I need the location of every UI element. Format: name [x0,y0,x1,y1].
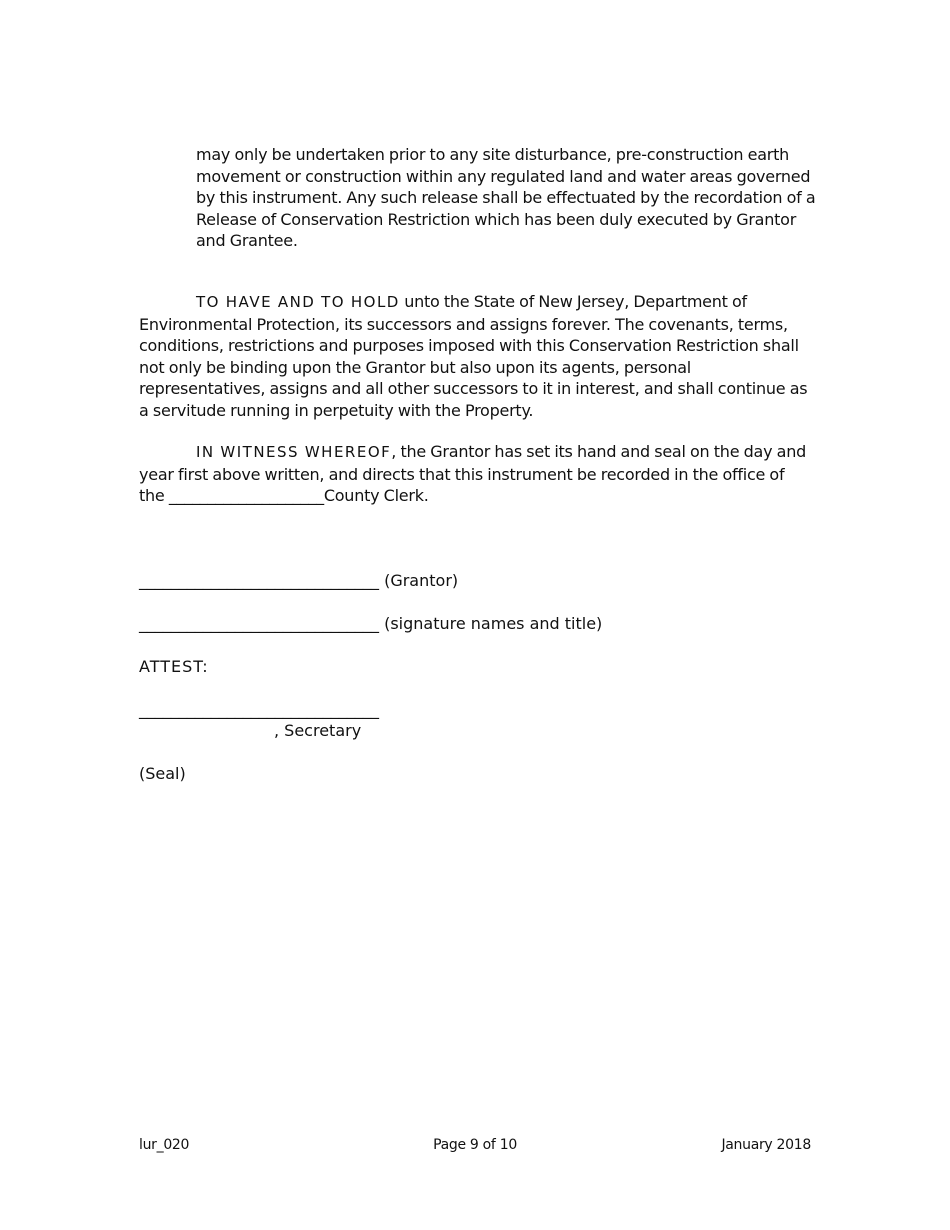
footer-date: January 2018 [721,1137,811,1153]
signature-names-line: ______________________________ (signature names and title) [139,614,603,633]
secretary-label: , Secretary [274,721,362,740]
witness-text: , the Grantor has set its hand and seal on the day and year first above written, and directs that this instrument be recorded in the office of the ____________________County Clerk. [139,442,806,505]
habendum-lead: TO HAVE AND TO HOLD [196,293,400,311]
footer-page-number: Page 9 of 10 [433,1137,517,1153]
seal-label: (Seal) [139,764,186,783]
witness-lead: IN WITNESS WHEREOF [196,443,392,461]
witness-paragraph [139,441,814,507]
grantor-signature-line: ______________________________ (Grantor) [139,571,459,590]
continuation-paragraph: may only be undertaken prior to any site disturbance, pre-construction earth movement or construction within any regulated land and water areas governed by this instrument. Any such release shall be effectuated by the recordation of a Release of Conservation Restriction which has been duly executed by Grantor and Grantee. [196,145,816,250]
habendum-paragraph [139,291,814,421]
footer-form-id: lur_020 [139,1137,190,1153]
attest-signature-line: ______________________________ [139,700,379,719]
attest-label: ATTEST: [139,657,209,676]
habendum-text: unto the State of New Jersey, Department of Environmental Protection, its successors and assigns forever. The covenants, terms, conditions, restrictions and purposes imposed with this Conservation Restriction shall not only be binding upon the Grantor but also upon its agents, personal representatives, assigns and all other successors to it in interest, and shall continue as a servitude running in perpetuity with the Property. [139,292,808,420]
